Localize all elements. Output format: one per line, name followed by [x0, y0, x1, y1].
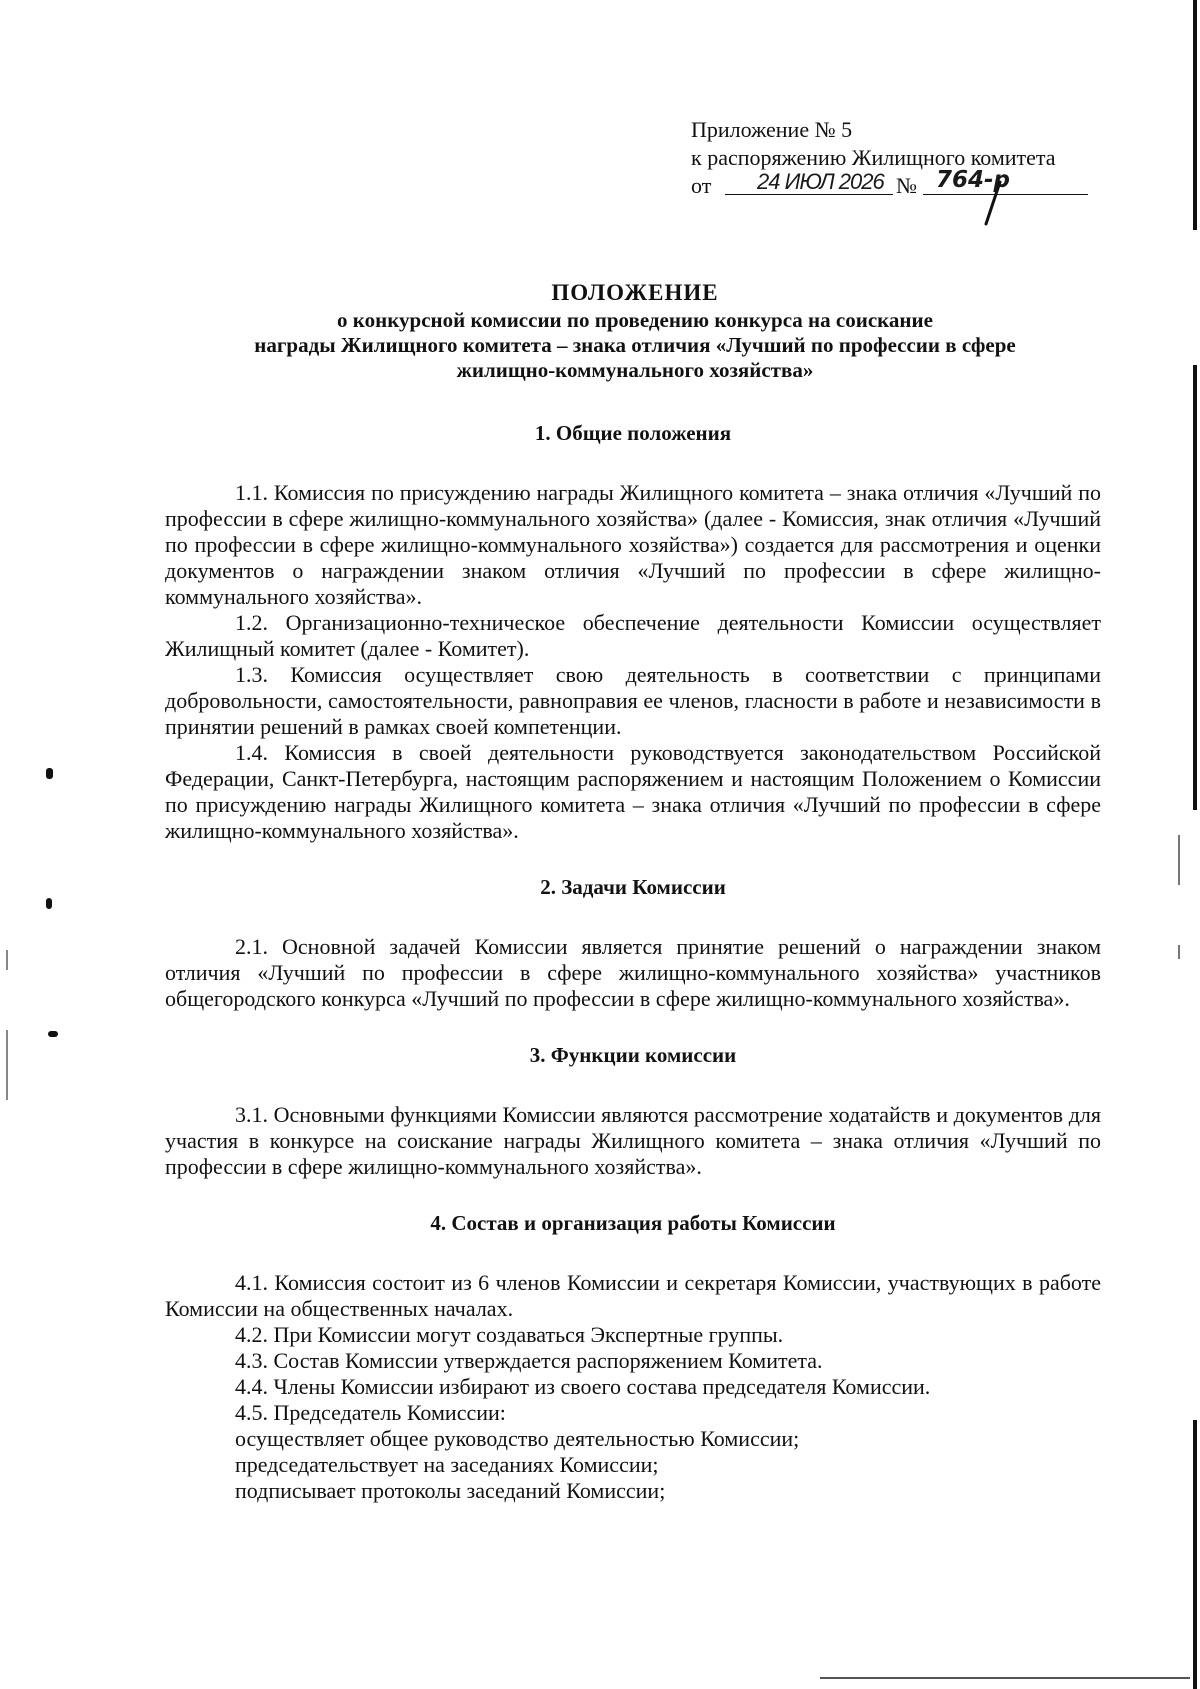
scan-edge-mark [6, 950, 8, 970]
appendix-block [691, 116, 1131, 202]
scan-edge-line [1193, 365, 1197, 810]
list-item: осуществляет общее руководство деятельностью Комиссии; [235, 1426, 800, 1451]
scan-edge-mark [1178, 945, 1180, 959]
paragraph-1-2: 1.2. Организационно-техническое обеспечение деятельности Комиссии осуществляет Жилищный комитет (далее - Комитет). [165, 610, 1101, 661]
paragraph-1-4: 1.4. Комиссия в своей деятельности руководствуется законодательством Российской Федерации, Санкт-Петербурга, настоящим распоряжением и настоящим Положением о Комиссии по присуждению награды Жилищного комитета – знака отличия «Лучший по профессии в сфере жилищно-коммунального хозяйства». [165, 740, 1101, 843]
title-main: ПОЛОЖЕНИЕ [551, 280, 719, 305]
scan-edge-line [1193, 1420, 1197, 1689]
punch-hole-mark [46, 768, 53, 779]
section-heading-4: 4. Состав и организация работы Комиссии [430, 1211, 836, 1235]
appendix-reference: к распоряжению Жилищного комитета [691, 145, 1056, 170]
paragraph-1-3: 1.3. Комиссия осуществляет свою деятельность в соответствии с принципами добровольности, самостоятельности, равноправия ее членов, гласности в работе и независимости в принятии решений в рамках своей компетенции. [165, 662, 1101, 739]
document-number-handwritten: 764-р [936, 167, 1011, 193]
paragraph-4-4: 4.4. Члены Комиссии избирают из своего состава председателя Комиссии. [235, 1374, 931, 1399]
paragraph-2-1: 2.1. Основной задачей Комиссии является принятие решений о награждении знаком отличия «Лучший по профессии в сфере жилищно-коммунального хозяйства» участников общегородского конкурса «Лучший по профессии в сфере жилищно-коммунального хозяйства». [165, 934, 1101, 1011]
paragraph-4-1: 4.1. Комиссия состоит из 6 членов Комиссии и секретаря Комиссии, участвующих в работе Комиссии на общественных началах. [165, 1270, 1101, 1321]
list-item: председательствует на заседаниях Комиссии; [235, 1452, 659, 1477]
scan-edge-line [1193, 0, 1197, 230]
punch-hole-mark [46, 898, 52, 909]
document-body [165, 420, 1101, 1504]
document-title [150, 280, 1120, 383]
paragraph-4-3: 4.3. Состав Комиссии утверждается распоряжением Комитета. [235, 1348, 823, 1373]
signature-stroke [978, 180, 1008, 226]
section-heading-3: 3. Функции комиссии [529, 1043, 737, 1067]
paragraph-4-2: 4.2. При Комиссии могут создаваться Экспертные группы. [235, 1322, 784, 1347]
title-line-1: о конкурсной комиссии по проведению конкурса на соискание [337, 308, 933, 332]
paragraph-1-1: 1.1. Комиссия по присуждению награды Жилищного комитета – знака отличия «Лучший по профессии в сфере жилищно-коммунального хозяйства» (далее - Комиссия, знак отличия «Лучший по профессии в сфере жилищно-коммунального хозяйства») создается для рассмотрения и оценки документов о награждении знаком отличия «Лучший по профессии в сфере жилищно-коммунального хозяйства». [165, 480, 1101, 609]
number-sign: № [896, 173, 917, 198]
section-heading-2: 2. Задачи Комиссии [540, 875, 726, 899]
appendix-date-row [691, 167, 1131, 202]
date-stamp: 24 ИЮЛ 2026 [757, 169, 884, 194]
paragraph-3-1: 3.1. Основными функциями Комиссии являются рассмотрение ходатайств и документов для участия в конкурсе на соискание награды Жилищного комитета – знака отличия «Лучший по профессии в сфере жилищно-коммунального хозяйства». [165, 1102, 1101, 1179]
scan-edge-mark [1178, 835, 1180, 885]
paragraph-4-5: 4.5. Председатель Комиссии: [235, 1400, 506, 1425]
scan-edge-mark [6, 1030, 8, 1100]
title-line-2: награды Жилищного комитета – знака отличия «Лучший по профессии в сфере [254, 333, 1016, 357]
title-line-3: жилищно-коммунального хозяйства» [456, 358, 814, 382]
list-item: подписывает протоколы заседаний Комиссии; [235, 1478, 666, 1503]
appendix-number: Приложение № 5 [691, 117, 853, 142]
date-prefix: от [691, 173, 712, 198]
punch-hole-mark [48, 1031, 58, 1037]
scan-bottom-line [820, 1677, 1190, 1679]
section-heading-1: 1. Общие положения [534, 421, 732, 445]
